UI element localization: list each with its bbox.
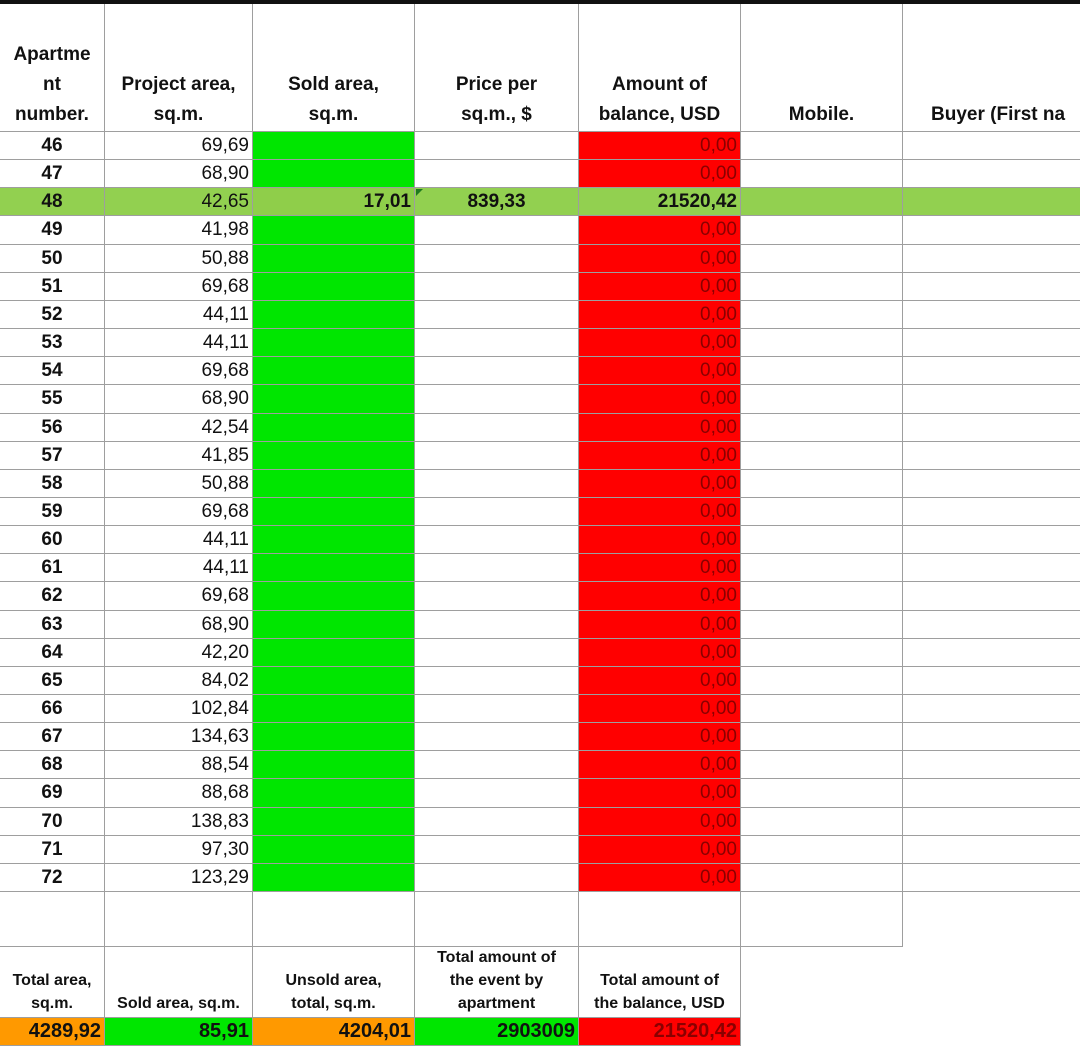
- sold-area-cell[interactable]: [253, 273, 415, 301]
- sold-area-cell[interactable]: [253, 836, 415, 864]
- balance-cell[interactable]: 0,00: [579, 611, 741, 639]
- spacer-cell[interactable]: [0, 890, 105, 947]
- apartment-number-cell[interactable]: 47: [0, 160, 105, 188]
- buyer-cell[interactable]: [903, 470, 1080, 498]
- project-area-cell[interactable]: 69,69: [105, 132, 253, 160]
- balance-cell[interactable]: 0,00: [579, 414, 741, 442]
- balance-cell[interactable]: 0,00: [579, 470, 741, 498]
- balance-cell[interactable]: 0,00: [579, 723, 741, 751]
- header-balance[interactable]: Amount of balance, USD: [579, 4, 741, 132]
- sold-area-cell[interactable]: [253, 808, 415, 836]
- buyer-cell[interactable]: [903, 639, 1080, 667]
- apartment-number-cell[interactable]: 55: [0, 385, 105, 414]
- sold-area-cell[interactable]: [253, 695, 415, 723]
- buyer-cell[interactable]: [903, 808, 1080, 836]
- price-per-sqm-cell[interactable]: [415, 808, 579, 836]
- buyer-cell[interactable]: [903, 582, 1080, 611]
- balance-cell[interactable]: 0,00: [579, 554, 741, 582]
- sold-area-cell[interactable]: [253, 414, 415, 442]
- spacer-cell[interactable]: [579, 890, 741, 947]
- project-area-cell[interactable]: 102,84: [105, 695, 253, 723]
- balance-cell[interactable]: 0,00: [579, 357, 741, 385]
- price-per-sqm-cell[interactable]: [415, 667, 579, 695]
- mobile-cell[interactable]: [741, 723, 903, 751]
- apartment-number-cell[interactable]: 72: [0, 864, 105, 892]
- mobile-cell[interactable]: [741, 442, 903, 470]
- buyer-cell[interactable]: [903, 273, 1080, 301]
- buyer-cell[interactable]: [903, 864, 1080, 892]
- project-area-cell[interactable]: 88,54: [105, 751, 253, 779]
- balance-cell[interactable]: 0,00: [579, 751, 741, 779]
- project-area-cell[interactable]: 44,11: [105, 301, 253, 329]
- balance-cell[interactable]: 0,00: [579, 385, 741, 414]
- buyer-cell[interactable]: [903, 751, 1080, 779]
- price-per-sqm-cell[interactable]: [415, 498, 579, 526]
- buyer-cell[interactable]: [903, 695, 1080, 723]
- price-per-sqm-cell[interactable]: [415, 414, 579, 442]
- apartment-number-cell[interactable]: 51: [0, 273, 105, 301]
- summary-value-unsold-area[interactable]: 4204,01: [253, 1018, 415, 1046]
- apartment-number-cell[interactable]: 66: [0, 695, 105, 723]
- summary-value-total-area[interactable]: 4289,92: [0, 1018, 105, 1046]
- sold-area-cell[interactable]: [253, 132, 415, 160]
- mobile-cell[interactable]: [741, 667, 903, 695]
- price-per-sqm-cell[interactable]: [415, 582, 579, 611]
- price-per-sqm-cell[interactable]: [415, 329, 579, 357]
- balance-cell[interactable]: 21520,42: [579, 188, 741, 216]
- buyer-cell[interactable]: [903, 160, 1080, 188]
- buyer-cell[interactable]: [903, 611, 1080, 639]
- mobile-cell[interactable]: [741, 188, 903, 216]
- price-per-sqm-cell[interactable]: [415, 385, 579, 414]
- price-per-sqm-cell[interactable]: [415, 160, 579, 188]
- project-area-cell[interactable]: 69,68: [105, 357, 253, 385]
- mobile-cell[interactable]: [741, 836, 903, 864]
- apartment-number-cell[interactable]: 48: [0, 188, 105, 216]
- price-per-sqm-cell[interactable]: [415, 357, 579, 385]
- project-area-cell[interactable]: 123,29: [105, 864, 253, 892]
- price-per-sqm-cell[interactable]: [415, 526, 579, 554]
- buyer-cell[interactable]: [903, 132, 1080, 160]
- price-per-sqm-cell[interactable]: [415, 779, 579, 808]
- mobile-cell[interactable]: [741, 301, 903, 329]
- balance-cell[interactable]: 0,00: [579, 216, 741, 245]
- apartment-number-cell[interactable]: 53: [0, 329, 105, 357]
- header-sold-area[interactable]: Sold area, sq.m.: [253, 4, 415, 132]
- mobile-cell[interactable]: [741, 385, 903, 414]
- mobile-cell[interactable]: [741, 639, 903, 667]
- apartment-number-cell[interactable]: 70: [0, 808, 105, 836]
- apartment-number-cell[interactable]: 57: [0, 442, 105, 470]
- project-area-cell[interactable]: 68,90: [105, 160, 253, 188]
- buyer-cell[interactable]: [903, 836, 1080, 864]
- mobile-cell[interactable]: [741, 808, 903, 836]
- balance-cell[interactable]: 0,00: [579, 301, 741, 329]
- sold-area-cell[interactable]: [253, 751, 415, 779]
- buyer-cell[interactable]: [903, 498, 1080, 526]
- project-area-cell[interactable]: 44,11: [105, 329, 253, 357]
- sold-area-cell[interactable]: [253, 160, 415, 188]
- project-area-cell[interactable]: 68,90: [105, 611, 253, 639]
- sold-area-cell[interactable]: [253, 498, 415, 526]
- project-area-cell[interactable]: 42,20: [105, 639, 253, 667]
- price-per-sqm-cell[interactable]: [415, 470, 579, 498]
- buyer-cell[interactable]: [903, 329, 1080, 357]
- mobile-cell[interactable]: [741, 216, 903, 245]
- balance-cell[interactable]: 0,00: [579, 836, 741, 864]
- price-per-sqm-cell[interactable]: [415, 554, 579, 582]
- price-per-sqm-cell[interactable]: [415, 216, 579, 245]
- apartment-number-cell[interactable]: 61: [0, 554, 105, 582]
- sold-area-cell[interactable]: [253, 667, 415, 695]
- mobile-cell[interactable]: [741, 526, 903, 554]
- project-area-cell[interactable]: 41,85: [105, 442, 253, 470]
- summary-value-total-event[interactable]: 2903009: [415, 1018, 579, 1046]
- apartment-number-cell[interactable]: 62: [0, 582, 105, 611]
- buyer-cell[interactable]: [903, 526, 1080, 554]
- buyer-cell[interactable]: [903, 357, 1080, 385]
- buyer-cell[interactable]: [903, 216, 1080, 245]
- summary-label-sold-area[interactable]: Sold area, sq.m.: [105, 947, 253, 1018]
- spacer-cell[interactable]: [415, 890, 579, 947]
- balance-cell[interactable]: 0,00: [579, 695, 741, 723]
- balance-cell[interactable]: 0,00: [579, 498, 741, 526]
- mobile-cell[interactable]: [741, 779, 903, 808]
- mobile-cell[interactable]: [741, 132, 903, 160]
- summary-label-total-balance[interactable]: Total amount of the balance, USD: [579, 947, 741, 1018]
- sold-area-cell[interactable]: [253, 245, 415, 273]
- apartment-number-cell[interactable]: 71: [0, 836, 105, 864]
- project-area-cell[interactable]: 68,90: [105, 385, 253, 414]
- project-area-cell[interactable]: 41,98: [105, 216, 253, 245]
- balance-cell[interactable]: 0,00: [579, 639, 741, 667]
- project-area-cell[interactable]: 69,68: [105, 273, 253, 301]
- balance-cell[interactable]: 0,00: [579, 245, 741, 273]
- sold-area-cell[interactable]: [253, 611, 415, 639]
- sold-area-cell[interactable]: [253, 554, 415, 582]
- mobile-cell[interactable]: [741, 611, 903, 639]
- mobile-cell[interactable]: [741, 498, 903, 526]
- mobile-cell[interactable]: [741, 751, 903, 779]
- header-buyer[interactable]: Buyer (First na: [903, 4, 1080, 132]
- sold-area-cell[interactable]: [253, 216, 415, 245]
- spacer-cell[interactable]: [253, 890, 415, 947]
- summary-value-sold-area[interactable]: 85,91: [105, 1018, 253, 1046]
- sold-area-cell[interactable]: [253, 357, 415, 385]
- balance-cell[interactable]: 0,00: [579, 442, 741, 470]
- apartment-number-cell[interactable]: 68: [0, 751, 105, 779]
- price-per-sqm-cell[interactable]: [415, 864, 579, 892]
- price-per-sqm-cell[interactable]: [415, 273, 579, 301]
- balance-cell[interactable]: 0,00: [579, 273, 741, 301]
- sold-area-cell[interactable]: [253, 639, 415, 667]
- balance-cell[interactable]: 0,00: [579, 667, 741, 695]
- price-per-sqm-cell[interactable]: [415, 639, 579, 667]
- sold-area-cell[interactable]: 17,01: [253, 188, 415, 216]
- summary-value-total-balance[interactable]: 21520,42: [579, 1018, 741, 1046]
- apartment-number-cell[interactable]: 59: [0, 498, 105, 526]
- project-area-cell[interactable]: 69,68: [105, 498, 253, 526]
- project-area-cell[interactable]: 69,68: [105, 582, 253, 611]
- project-area-cell[interactable]: 84,02: [105, 667, 253, 695]
- sold-area-cell[interactable]: [253, 442, 415, 470]
- header-apartment-number[interactable]: Apartme nt number.: [0, 4, 105, 132]
- project-area-cell[interactable]: 44,11: [105, 554, 253, 582]
- project-area-cell[interactable]: 50,88: [105, 245, 253, 273]
- balance-cell[interactable]: 0,00: [579, 582, 741, 611]
- summary-label-total-area[interactable]: Total area, sq.m.: [0, 947, 105, 1018]
- sold-area-cell[interactable]: [253, 470, 415, 498]
- buyer-cell[interactable]: [903, 188, 1080, 216]
- apartment-number-cell[interactable]: 46: [0, 132, 105, 160]
- project-area-cell[interactable]: 42,65: [105, 188, 253, 216]
- mobile-cell[interactable]: [741, 414, 903, 442]
- apartment-number-cell[interactable]: 56: [0, 414, 105, 442]
- apartment-number-cell[interactable]: 50: [0, 245, 105, 273]
- project-area-cell[interactable]: 50,88: [105, 470, 253, 498]
- apartment-number-cell[interactable]: 58: [0, 470, 105, 498]
- sold-area-cell[interactable]: [253, 329, 415, 357]
- project-area-cell[interactable]: 42,54: [105, 414, 253, 442]
- price-per-sqm-cell[interactable]: [415, 245, 579, 273]
- mobile-cell[interactable]: [741, 695, 903, 723]
- price-per-sqm-cell[interactable]: [415, 751, 579, 779]
- mobile-cell[interactable]: [741, 582, 903, 611]
- price-per-sqm-cell[interactable]: [415, 695, 579, 723]
- spacer-cell[interactable]: [105, 890, 253, 947]
- project-area-cell[interactable]: 88,68: [105, 779, 253, 808]
- summary-label-unsold-area[interactable]: Unsold area, total, sq.m.: [253, 947, 415, 1018]
- apartment-number-cell[interactable]: 65: [0, 667, 105, 695]
- apartment-number-cell[interactable]: 64: [0, 639, 105, 667]
- balance-cell[interactable]: 0,00: [579, 808, 741, 836]
- apartment-number-cell[interactable]: 54: [0, 357, 105, 385]
- mobile-cell[interactable]: [741, 864, 903, 892]
- sold-area-cell[interactable]: [253, 526, 415, 554]
- header-price-per-sqm[interactable]: Price per sq.m., $: [415, 4, 579, 132]
- mobile-cell[interactable]: [741, 245, 903, 273]
- apartment-number-cell[interactable]: 52: [0, 301, 105, 329]
- mobile-cell[interactable]: [741, 273, 903, 301]
- header-mobile[interactable]: Mobile.: [741, 4, 903, 132]
- mobile-cell[interactable]: [741, 554, 903, 582]
- apartment-number-cell[interactable]: 63: [0, 611, 105, 639]
- apartment-number-cell[interactable]: 60: [0, 526, 105, 554]
- mobile-cell[interactable]: [741, 470, 903, 498]
- sold-area-cell[interactable]: [253, 723, 415, 751]
- apartment-number-cell[interactable]: 49: [0, 216, 105, 245]
- price-per-sqm-cell[interactable]: [415, 132, 579, 160]
- mobile-cell[interactable]: [741, 160, 903, 188]
- buyer-cell[interactable]: [903, 414, 1080, 442]
- sold-area-cell[interactable]: [253, 864, 415, 892]
- buyer-cell[interactable]: [903, 301, 1080, 329]
- summary-label-total-event[interactable]: Total amount of the event by apartment: [415, 947, 579, 1018]
- sold-area-cell[interactable]: [253, 582, 415, 611]
- project-area-cell[interactable]: 138,83: [105, 808, 253, 836]
- price-per-sqm-cell[interactable]: [415, 836, 579, 864]
- project-area-cell[interactable]: 134,63: [105, 723, 253, 751]
- comment-indicator-icon[interactable]: [416, 189, 423, 196]
- project-area-cell[interactable]: 97,30: [105, 836, 253, 864]
- buyer-cell[interactable]: [903, 385, 1080, 414]
- spacer-cell[interactable]: [741, 890, 903, 947]
- project-area-cell[interactable]: 44,11: [105, 526, 253, 554]
- balance-cell[interactable]: 0,00: [579, 779, 741, 808]
- buyer-cell[interactable]: [903, 245, 1080, 273]
- price-per-sqm-cell[interactable]: [415, 723, 579, 751]
- sold-area-cell[interactable]: [253, 779, 415, 808]
- balance-cell[interactable]: 0,00: [579, 864, 741, 892]
- balance-cell[interactable]: 0,00: [579, 160, 741, 188]
- price-per-sqm-cell[interactable]: [415, 442, 579, 470]
- price-per-sqm-cell[interactable]: [415, 301, 579, 329]
- header-project-area[interactable]: Project area, sq.m.: [105, 4, 253, 132]
- buyer-cell[interactable]: [903, 779, 1080, 808]
- price-per-sqm-cell[interactable]: [415, 611, 579, 639]
- price-per-sqm-cell[interactable]: 839,33: [415, 188, 579, 216]
- balance-cell[interactable]: 0,00: [579, 132, 741, 160]
- apartment-number-cell[interactable]: 67: [0, 723, 105, 751]
- balance-cell[interactable]: 0,00: [579, 329, 741, 357]
- buyer-cell[interactable]: [903, 442, 1080, 470]
- buyer-cell[interactable]: [903, 723, 1080, 751]
- buyer-cell[interactable]: [903, 667, 1080, 695]
- buyer-cell[interactable]: [903, 554, 1080, 582]
- balance-cell[interactable]: 0,00: [579, 526, 741, 554]
- apartment-number-cell[interactable]: 69: [0, 779, 105, 808]
- sold-area-cell[interactable]: [253, 301, 415, 329]
- sold-area-cell[interactable]: [253, 385, 415, 414]
- mobile-cell[interactable]: [741, 329, 903, 357]
- mobile-cell[interactable]: [741, 357, 903, 385]
